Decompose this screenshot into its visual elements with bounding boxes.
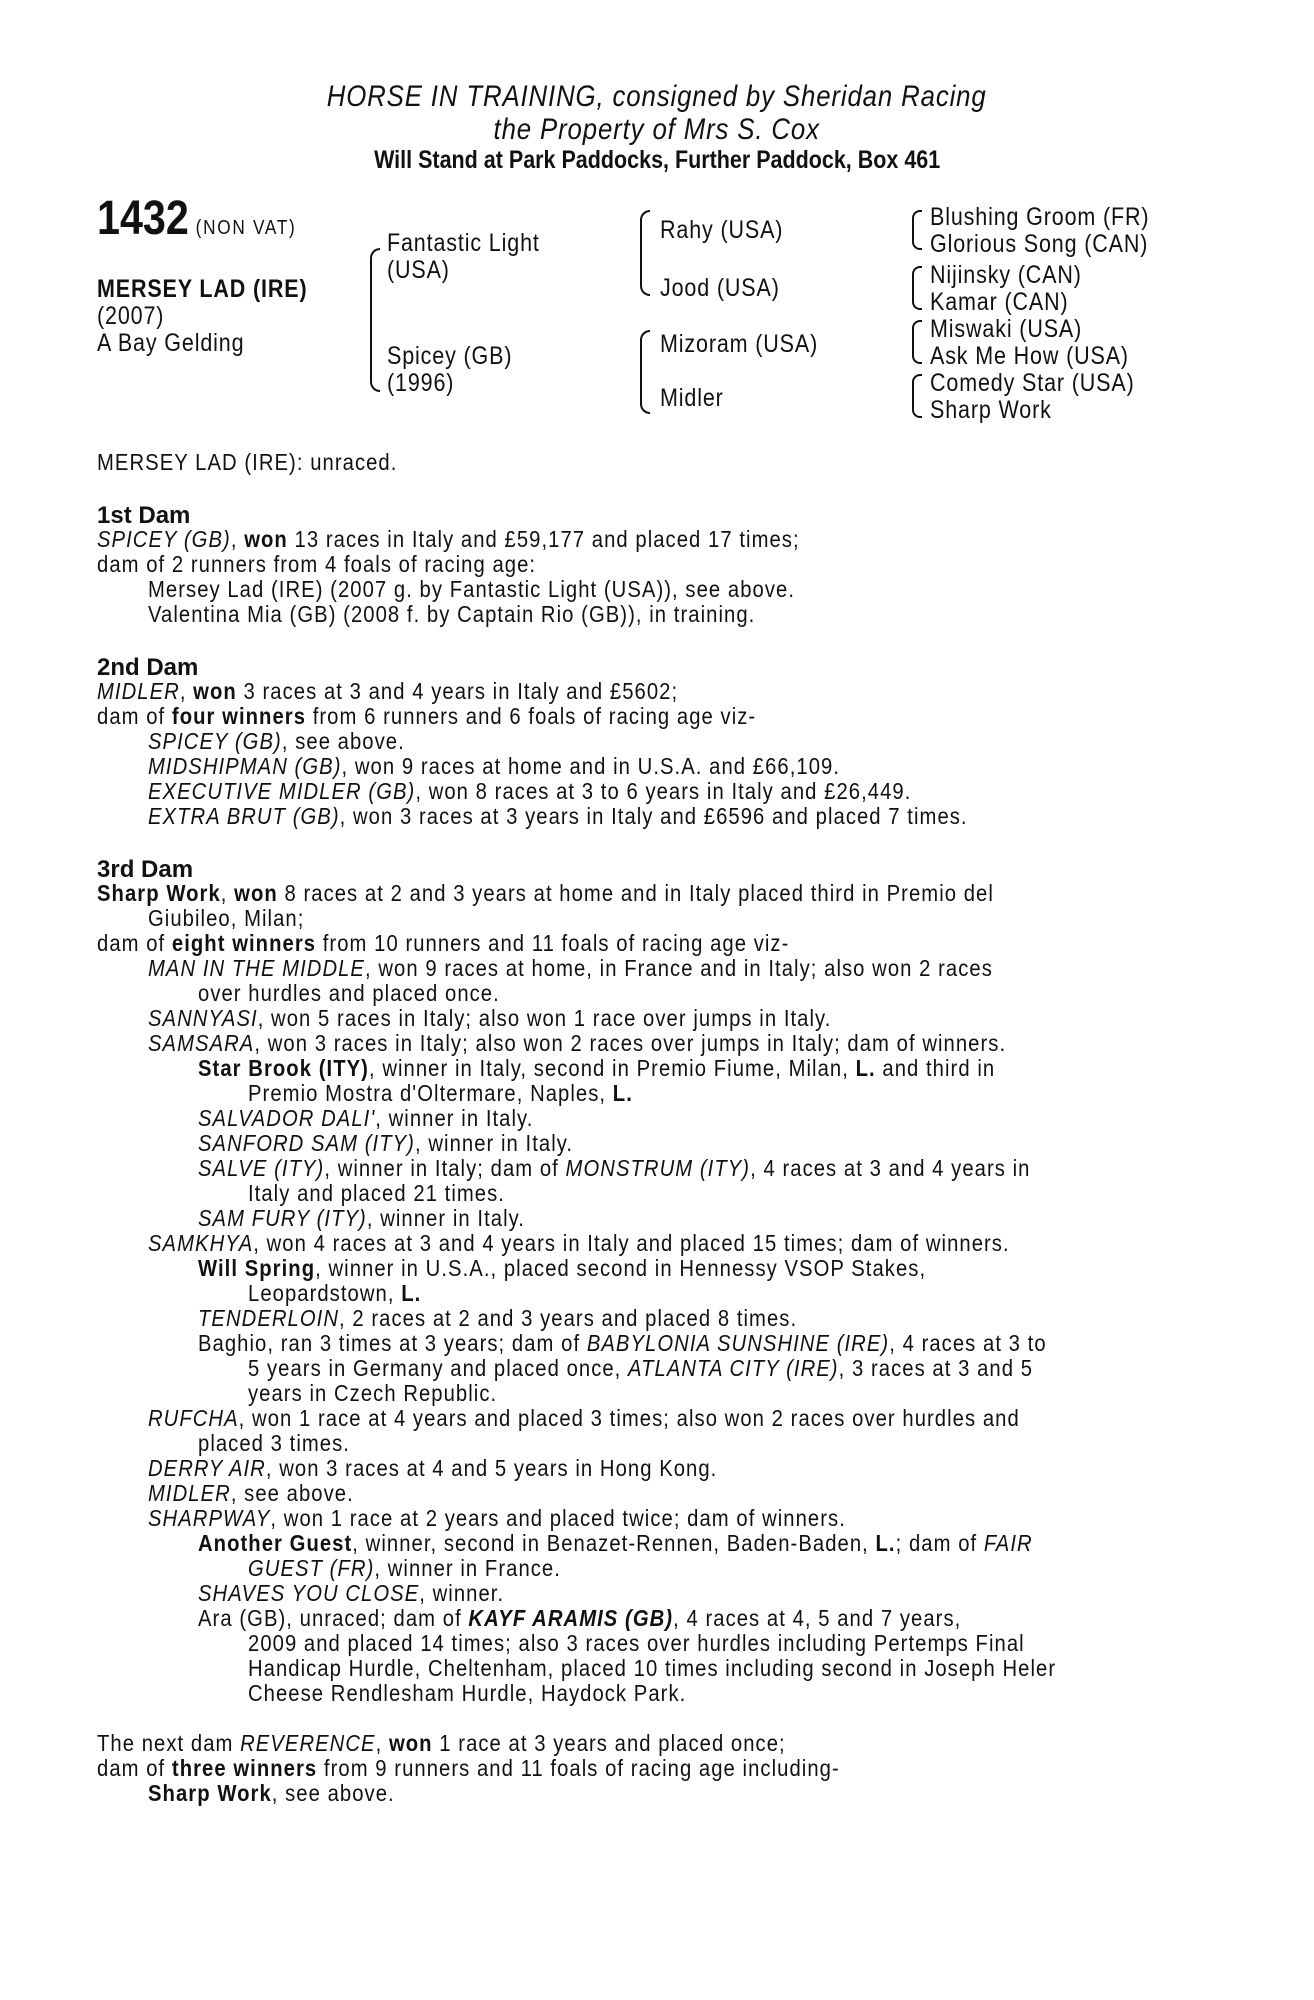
progeny-baghio-cont-2: years in Czech Republic.: [248, 1380, 498, 1406]
progeny-will-spring-cont: Leopardstown, L.: [248, 1280, 422, 1306]
pedigree-brace-gen4-3: [912, 320, 922, 364]
gen3-jood: Jood (USA): [660, 274, 780, 302]
header-line-1: HORSE IN TRAINING, consigned by Sheridan Racing: [327, 80, 987, 113]
next-dam-line-1: The next dam REVERENCE, won 1 race at 3 years and placed once;: [97, 1730, 786, 1756]
third-dam-line-1-cont: Giubileo, Milan;: [148, 905, 305, 931]
progeny-rufcha-cont: placed 3 times.: [198, 1430, 350, 1456]
lot-number: 1432: [97, 192, 189, 245]
progeny-another-guest-cont: GUEST (FR), winner in France.: [248, 1555, 561, 1581]
progeny-another-guest: Another Guest, winner, second in Benazet-Rennen, Baden-Baden, L.; dam of FAIR: [198, 1530, 1033, 1556]
first-dam-progeny-1: Mersey Lad (IRE) (2007 g. by Fantastic Light (USA)), see above.: [148, 576, 796, 602]
pedigree-brace-gen2: [370, 248, 380, 392]
first-dam-heading: 1st Dam: [97, 502, 191, 529]
horse-description: A Bay Gelding: [97, 329, 245, 357]
horse-name: MERSEY LAD (IRE): [97, 275, 308, 303]
second-dam-line-2: dam of four winners from 6 runners and 6 foals of racing age viz-: [97, 703, 757, 729]
gen4-6: Ask Me How (USA): [930, 342, 1129, 370]
progeny-sannyasi: SANNYASI, won 5 races in Italy; also won 1 race over jumps in Italy.: [148, 1005, 832, 1031]
progeny-man-in-the-middle-cont: over hurdles and placed once.: [198, 980, 500, 1006]
progeny-ara-cont-2: Handicap Hurdle, Cheltenham, placed 10 times including second in Joseph Heler: [248, 1655, 1057, 1681]
pedigree-brace-gen4-2: [912, 266, 922, 310]
progeny-derry-air: DERRY AIR, won 3 races at 4 and 5 years in Hong Kong.: [148, 1455, 718, 1481]
progeny-shaves-you-close: SHAVES YOU CLOSE, winner.: [198, 1580, 505, 1606]
next-dam-progeny-sharp-work: Sharp Work, see above.: [148, 1780, 395, 1806]
first-dam-line-1: SPICEY (GB), won 13 races in Italy and £59,177 and placed 17 times;: [97, 526, 800, 552]
second-dam-progeny-4: EXTRA BRUT (GB), won 3 races at 3 years in Italy and £6596 and placed 7 times.: [148, 803, 968, 829]
pedigree-brace-gen3-bottom: [640, 330, 650, 414]
progeny-baghio-cont-1: 5 years in Germany and placed once, ATLANTA CITY (IRE), 3 races at 3 and 5: [248, 1355, 1034, 1381]
gen3-rahy: Rahy (USA): [660, 216, 784, 244]
sire-name: Fantastic Light: [387, 229, 540, 257]
progeny-salvador-dali: SALVADOR DALI', winner in Italy.: [198, 1105, 534, 1131]
progeny-sharpway: SHARPWAY, won 1 race at 2 years and placed twice; dam of winners.: [148, 1505, 846, 1531]
vat-status: (NON VAT): [195, 217, 297, 239]
third-dam-heading: 3rd Dam: [97, 856, 194, 883]
progeny-sam-fury: SAM FURY (ITY), winner in Italy.: [198, 1205, 525, 1231]
progeny-ara: Ara (GB), unraced; dam of KAYF ARAMIS (GB), 4 races at 4, 5 and 7 years,: [198, 1605, 962, 1631]
progeny-baghio: Baghio, ran 3 times at 3 years; dam of BABYLONIA SUNSHINE (IRE), 4 races at 3 to: [198, 1330, 1047, 1356]
pedigree-brace-gen3-top: [640, 210, 650, 296]
third-dam-line-1: Sharp Work, won 8 races at 2 and 3 years at home and in Italy placed third in Premio del: [97, 880, 994, 906]
gen4-7: Comedy Star (USA): [930, 369, 1135, 397]
progeny-star-brook: Star Brook (ITY), winner in Italy, second in Premio Fiume, Milan, L. and third in: [198, 1055, 996, 1081]
progeny-samsara: SAMSARA, won 3 races in Italy; also won 2 races over jumps in Italy; dam of winners.: [148, 1030, 1007, 1056]
first-dam-progeny-2: Valentina Mia (GB) (2008 f. by Captain Rio (GB)), in training.: [148, 601, 756, 627]
gen3-mizoram: Mizoram (USA): [660, 330, 819, 358]
pedigree-brace-gen4-4: [912, 374, 922, 418]
gen3-midler: Midler: [660, 384, 724, 412]
gen4-1: Blushing Groom (FR): [930, 203, 1150, 231]
progeny-sanford-sam: SANFORD SAM (ITY), winner in Italy.: [198, 1130, 574, 1156]
unraced-note: MERSEY LAD (IRE): unraced.: [97, 449, 398, 475]
header-line-2: the Property of Mrs S. Cox: [493, 113, 821, 146]
progeny-salve: SALVE (ITY), winner in Italy; dam of MONSTRUM (ITY), 4 races at 3 and 4 years in: [198, 1155, 1031, 1181]
progeny-ara-cont-3: Cheese Rendlesham Hurdle, Haydock Park.: [248, 1680, 687, 1706]
gen4-8: Sharp Work: [930, 396, 1052, 424]
gen4-4: Kamar (CAN): [930, 288, 1069, 316]
progeny-will-spring: Will Spring, winner in U.S.A., placed second in Hennessy VSOP Stakes,: [198, 1255, 927, 1281]
dam-name: Spicey (GB): [387, 342, 513, 370]
sire-origin: (USA): [387, 256, 450, 284]
second-dam-progeny-3: EXECUTIVE MIDLER (GB), won 8 races at 3 to 6 years in Italy and £26,449.: [148, 778, 912, 804]
header-line-3: Will Stand at Park Paddocks, Further Paddock, Box 461: [373, 146, 941, 174]
progeny-samkhya: SAMKHYA, won 4 races at 3 and 4 years in Italy and placed 15 times; dam of winners.: [148, 1230, 1010, 1256]
gen4-5: Miswaki (USA): [930, 315, 1083, 343]
third-dam-line-2: dam of eight winners from 10 runners and 11 foals of racing age viz-: [97, 930, 790, 956]
second-dam-heading: 2nd Dam: [97, 654, 199, 681]
horse-year: (2007): [97, 302, 165, 330]
progeny-midler: MIDLER, see above.: [148, 1480, 354, 1506]
next-dam-line-2: dam of three winners from 9 runners and 11 foals of racing age including-: [97, 1755, 840, 1781]
second-dam-line-1: MIDLER, won 3 races at 3 and 4 years in Italy and £5602;: [97, 678, 679, 704]
second-dam-progeny-1: SPICEY (GB), see above.: [148, 728, 405, 754]
progeny-star-brook-cont: Premio Mostra d'Oltermare, Naples, L.: [248, 1080, 633, 1106]
progeny-salve-cont: Italy and placed 21 times.: [248, 1180, 505, 1206]
pedigree-brace-gen4-1: [912, 210, 922, 250]
progeny-ara-cont-1: 2009 and placed 14 times; also 3 races over hurdles including Pertemps Final: [248, 1630, 1025, 1656]
gen4-3: Nijinsky (CAN): [930, 261, 1082, 289]
dam-year: (1996): [387, 369, 455, 397]
gen4-2: Glorious Song (CAN): [930, 230, 1149, 258]
lot-number-line: [97, 192, 297, 245]
second-dam-progeny-2: MIDSHIPMAN (GB), won 9 races at home and in U.S.A. and £66,109.: [148, 753, 841, 779]
progeny-man-in-the-middle: MAN IN THE MIDDLE, won 9 races at home, in France and in Italy; also won 2 races: [148, 955, 993, 981]
progeny-tenderloin: TENDERLOIN, 2 races at 2 and 3 years and placed 8 times.: [198, 1305, 798, 1331]
progeny-rufcha: RUFCHA, won 1 race at 4 years and placed 3 times; also won 2 races over hurdles and: [148, 1405, 1020, 1431]
first-dam-line-2: dam of 2 runners from 4 foals of racing age:: [97, 551, 537, 577]
